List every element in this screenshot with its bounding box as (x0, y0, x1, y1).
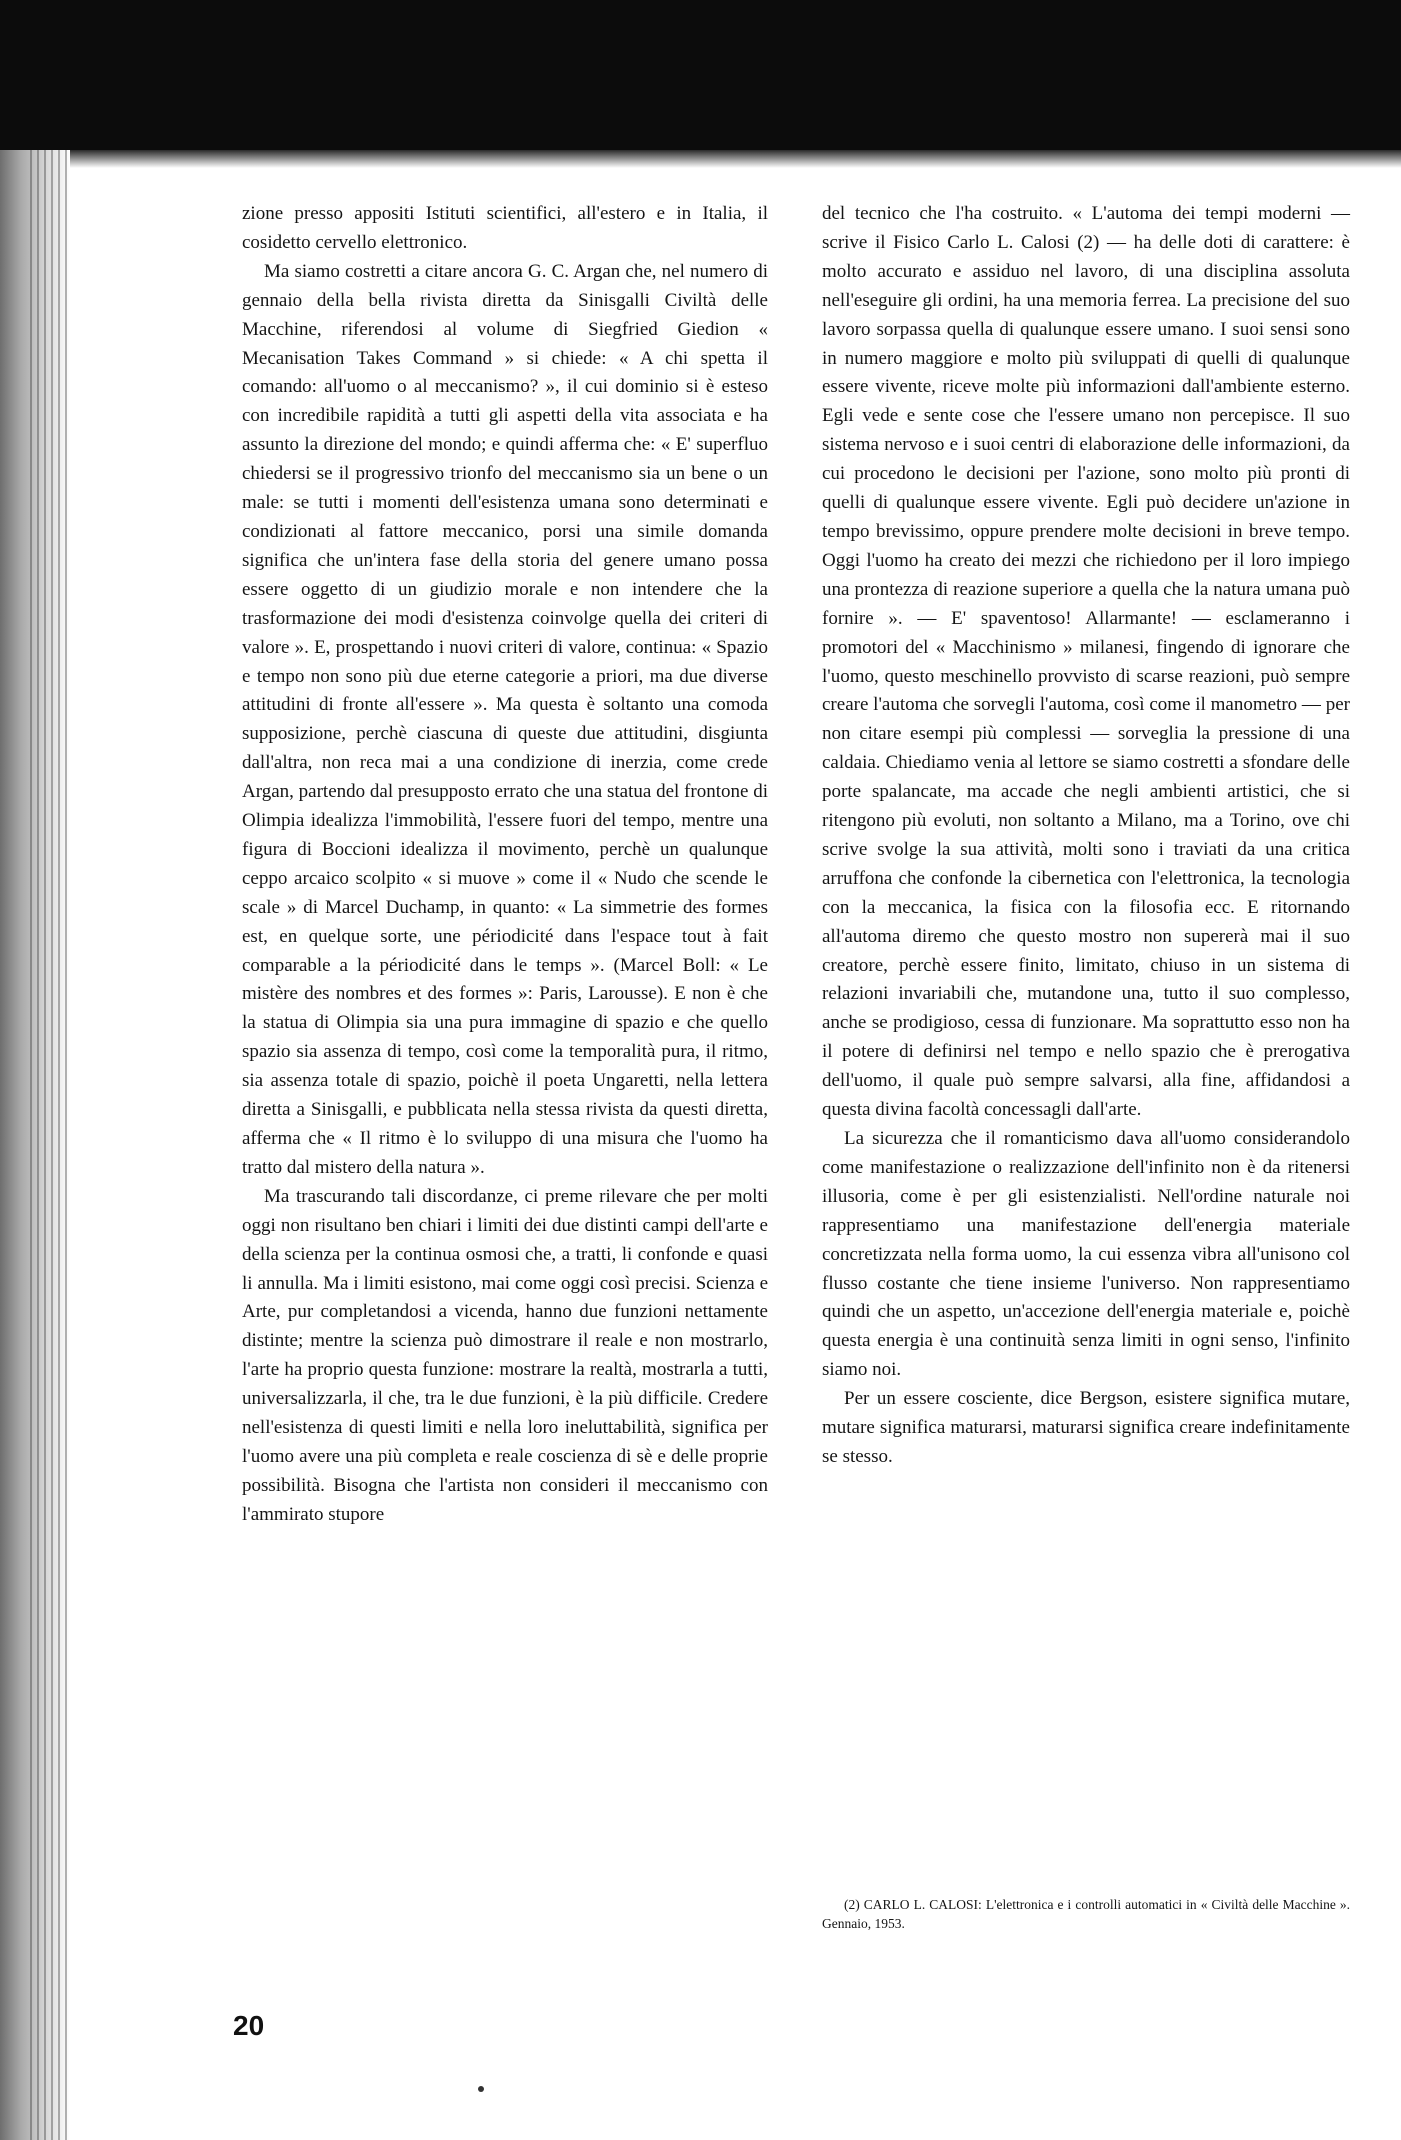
left-paragraph-3: Ma trascurando tali discordanze, ci preme rilevare che per molti oggi non risultano ben chiari i limiti dei due distinti campi dell'arte e della scienza per la continua osmosi che, a tratti, li confonde e quasi li annulla. Ma i limiti esistono, mai come oggi così precisi. Scienza e Arte, pur completandosi a vicenda, hanno due funzioni nettamente distinte; mentre la scienza può dimostrare il reale e non mostrarlo, l'arte ha proprio questa funzione: mostrare la realtà, mostrarla a tutti, universalizzarla, il che, tra le due funzioni, è la più difficile. Credere nell'esistenza di questi limiti e nella loro ineluttabilità, significa per l'uomo avere una più completa e reale coscienza di sè e delle proprie possibilità. Bisogna che l'artista non consideri il meccanismo con l'ammirato stupore (242, 1185, 768, 1525)
left-text-column (242, 200, 768, 1530)
scan-top-border (0, 0, 1401, 160)
scan-speck (478, 2086, 484, 2092)
right-paragraph-2: La sicurezza che il romanticismo dava all'uomo considerandolo come manifestazione o realizzazione dell'infinito non è da ritenersi illusoria, come è per gli esistenzialisti. Nell'ordine naturale noi rappresentiamo una manifestazione dell'energia materiale concretizzata nella forma uomo, la cui essenza vibra all'unisono col flusso costante che tiene insieme l'universo. Non rappresentiamo quindi che un aspetto, un'accezione dell'energia materiale e, poichè questa energia è una continuità senza limiti in ogni senso, l'infinito siamo noi. (822, 1128, 1350, 1381)
scan-binding-stripes (30, 150, 68, 2140)
footnote: (2) CARLO L. CALOSI: L'elettronica e i controlli automatici in « Civiltà delle Macchine ». Gennaio, 1953. (822, 1897, 1350, 1931)
page-number: 20 (233, 2010, 265, 2041)
right-paragraph-3: Per un essere cosciente, dice Bergson, esistere significa mutare, mutare significa maturarsi, maturarsi significa creare indefinitamente se stesso. (822, 1388, 1350, 1467)
right-text-column (822, 200, 1350, 1472)
left-paragraph-2: Ma siamo costretti a citare ancora G. C. Argan che, nel numero di gennaio della bella rivista diretta da Sinisgalli Civiltà delle Macchine, riferendosi al volume di Siegfried Giedion « Mecanisation Takes Command » si chiede: « A chi spetta il comando: all'uomo o al meccanismo? », il cui dominio si è esteso con incredibile rapidità a tutti gli aspetti della vita associata e ha assunto la direzione del mondo; e quindi afferma che: « E' superfluo chiedersi se il progressivo trionfo del meccanismo sia un bene o un male: se tutti i momenti dell'esistenza umana sono determinati e condizionati al fattore meccanico, porsi una simile domanda significa che un'intera fase della storia del genere umano possa essere oggetto di un giudizio morale e non intendere che la trasformazione dei modi d'esistenza coinvolge quella dei criteri di valore ». E, prospettando i nuovi criteri di valore, continua: « Spazio e tempo non sono più due eterne categorie a priori, ma due diverse attitudini di fronte all'essere ». Ma questa è soltanto una comoda supposizione, perchè ciascuna di queste due attitudini, disgiunta dall'altra, non reca mai a una condizione di inerzia, come crede Argan, partendo dal presupposto errato che una statua del frontone di Olimpia idealizza l'immobilità, l'essere fuori del tempo, mentre una figura di Boccioni idealizza il movimento, perchè un qualunque ceppo arcaico scolpito « si muove » come il « Nudo che scende le scale » di Marcel Duchamp, in quanto: « La simmetrie des formes est, en quelque sorte, une périodicité dans l'espace tout à fait comparable a la périodicité dans le temps ». (Marcel Boll: « Le mistère des nombres et des formes »: Paris, Larousse). E non è che la statua di Olimpia sia una pura immagine di spazio e che quello spazio sia assenza di tempo, così come la temporalità pura, il ritmo, sia assenza totale di spazio, poichè il poeta Ungaretti, nella lettera diretta a Sinisgalli, e pubblicata nella stessa rivista da questi diretta, afferma che « Il ritmo è lo sviluppo di una misura che l'uomo ha tratto dal mistero della natura ». (242, 260, 768, 1178)
scan-top-shadow (0, 150, 1401, 168)
left-paragraph-1: zione presso appositi Istituti scientifici, all'estero e in Italia, il cosidetto cervello elettronico. (242, 203, 768, 253)
right-paragraph-1: del tecnico che l'ha costruito. « L'automa dei tempi moderni — scrive il Fisico Carlo L. Calosi (2) — ha delle doti di carattere: è molto accurato e assiduo nel lavoro, di una disciplina assoluta nell'eseguire gli ordini, ha una memoria ferrea. La precisione del suo lavoro sorpassa quella di qualunque essere umano. I suoi sensi sono in numero maggiore e molto più sviluppati di quelli di qualunque essere vivente, riceve molte più informazioni dall'ambiente esterno. Egli vede e sente cose che l'essere umano non percepisce. Il suo sistema nervoso e i suoi centri di elaborazione delle informazioni, da cui procedono le decisioni per l'azione, sono molto più pronti di quelli di qualunque essere vivente. Egli può decidere un'azione in tempo brevissimo, oppure prendere molte decisioni in breve tempo. Oggi l'uomo ha creato dei mezzi che richiedono per il loro impiego una prontezza di reazione superiore a quella che la natura umana può fornire ». — E' spaventoso! Allarmante! — esclameranno i promotori del « Macchinismo » milanesi, fingendo di ignorare che l'uomo, questo meschinello provvisto di scarse reazioni, può sempre creare l'automa che sorvegli l'automa, così come il manometro — per non citare esempi più complessi — sorveglia la pressione di una caldaia. Chiediamo venia al lettore se siamo costretti a sfondare delle porte spalancate, ma accade che negli ambienti artistici, che si ritengono più evoluti, non soltanto a Milano, ma a Torino, ove chi scrive svolge la sua attività, molti sono i traviati da una critica arruffona che confonde la cibernetica con l'elettronica, la tecnologia con la meccanica, la fisica con la filosofia ecc. E ritornando all'automa diremo che questo mostro non supererà mai il suo creatore, perchè essere finito, limitato, chiuso in un sistema di relazioni invariabili che, mutandone una, tutto il suo complesso, anche se prodigioso, cessa di funzionare. Ma soprattutto esso non ha il potere di definirsi nel tempo e nello spazio che è prerogativa dell'uomo, il quale può sempre salvarsi, alla fine, affidandosi a questa divina facoltà concessagli dall'arte. (822, 203, 1350, 1121)
